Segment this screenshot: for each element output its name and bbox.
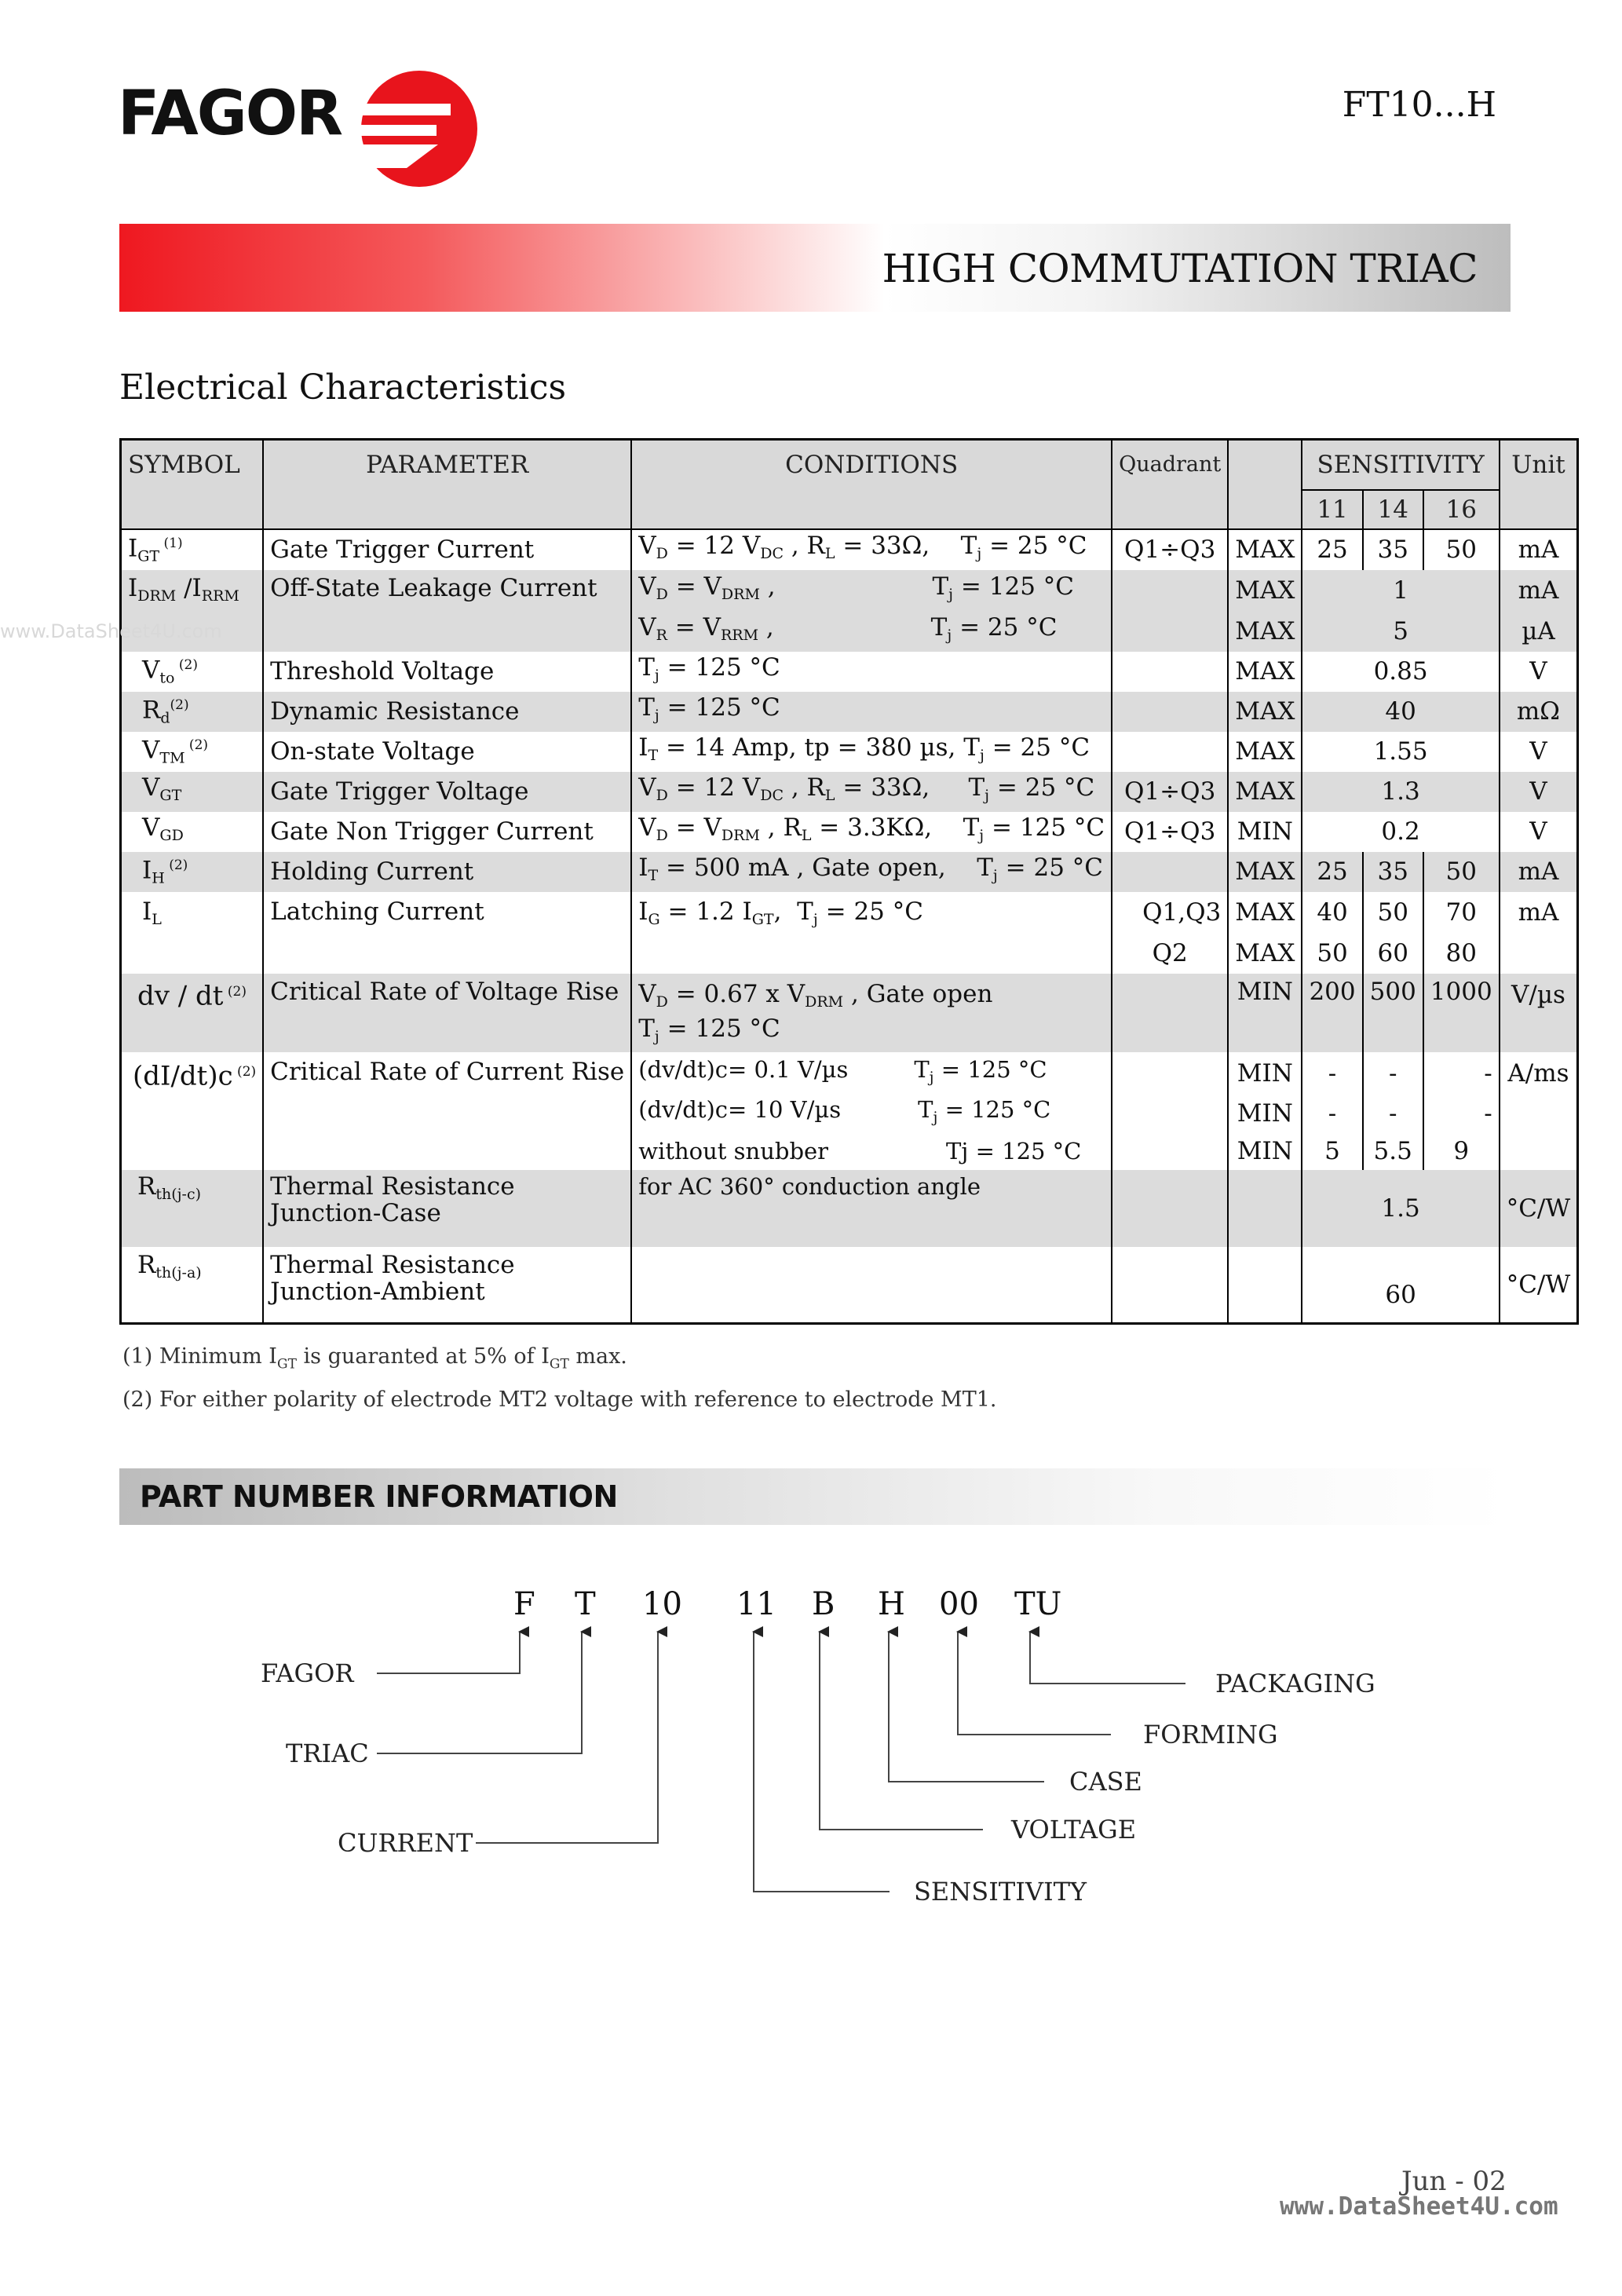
parameter-cell: Latching Current (263, 892, 631, 974)
conditions-cell: $V_R = V_{RRM}$ , $T_j = 25$ °C (631, 611, 1112, 652)
header-sens-14: 14 (1363, 490, 1423, 529)
parameter-cell: Off-State Leakage Current (263, 570, 631, 652)
conditions-cell: $I_T = 500$ mA , Gate open, $T_j = 25$ °C (631, 852, 1112, 892)
parameter-cell: Thermal Resistance Junction-Case (263, 1170, 631, 1247)
header-symbol: SYMBOL (121, 440, 264, 529)
code-f: F (513, 1586, 535, 1622)
footer-date: Jun - 02 (1401, 2166, 1507, 2197)
footer-watermark[interactable]: www.DataSheet4U.com (1280, 2192, 1558, 2221)
quadrant-cell: Q1÷Q3 (1112, 812, 1228, 852)
limit-cell: MIN (1228, 1052, 1302, 1095)
unit-cell: mΩ (1500, 692, 1578, 732)
header-sens-11: 11 (1302, 490, 1362, 529)
value-16: - (1423, 1052, 1500, 1095)
label-voltage: VOLTAGE (1011, 1815, 1137, 1844)
symbol-cell: $I_L$ (121, 892, 264, 974)
conditions-cell: $V_D = V_{DRM}$ , $T_j = 125$ °C (631, 570, 1112, 611)
limit-cell: MAX (1228, 570, 1302, 611)
value-cell: 0.2 (1302, 812, 1499, 852)
unit-cell: mA (1500, 570, 1578, 611)
quadrant-cell: Q1÷Q3 (1112, 529, 1228, 570)
parameter-cell: Gate Trigger Current (263, 529, 631, 570)
header-unit: Unit (1500, 440, 1578, 529)
limit-cell: MAX (1228, 611, 1302, 652)
value-cell: 0.85 (1302, 652, 1499, 692)
limit-cell: MAX (1228, 933, 1302, 974)
value-16: 50 (1423, 529, 1500, 570)
code-voltage: B (812, 1586, 835, 1622)
unit-cell: V (1500, 732, 1578, 772)
value-14: 60 (1363, 933, 1423, 974)
limit-cell: MIN (1228, 1095, 1302, 1132)
value-14: - (1363, 1095, 1423, 1132)
value-cell: 1.55 (1302, 732, 1499, 772)
value-16: 1000 (1423, 974, 1500, 1052)
conditions-cell: without snubber Tj = 125 °C (631, 1132, 1112, 1170)
value-11: - (1302, 1095, 1362, 1132)
leader-current (476, 1632, 658, 1843)
header-parameter: PARAMETER (263, 440, 631, 529)
limit-cell: MIN (1228, 1132, 1302, 1170)
limit-cell: MIN (1228, 812, 1302, 852)
unit-cell: V (1500, 772, 1578, 812)
value-11: 25 (1302, 852, 1362, 892)
value-14: - (1363, 1052, 1423, 1095)
code-t: T (575, 1586, 596, 1622)
label-forming: FORMING (1143, 1720, 1278, 1749)
symbol-cell: $I_H$ $^{(2)}$ (121, 852, 264, 892)
limit-cell: MAX (1228, 732, 1302, 772)
limit-cell: MAX (1228, 772, 1302, 812)
symbol-cell: $I_{GT}$ $^{(1)}$ (121, 529, 264, 570)
header-sens-16: 16 (1423, 490, 1500, 529)
header-quadrant: Quadrant (1112, 440, 1228, 529)
leader-fagor (377, 1632, 520, 1673)
conditions-cell: for AC 360° conduction angle (631, 1170, 1112, 1247)
unit-cell: V/µs (1500, 974, 1578, 1052)
value-14: 35 (1363, 852, 1423, 892)
value-11: 40 (1302, 892, 1362, 933)
limit-cell: MAX (1228, 852, 1302, 892)
value-16: 80 (1423, 933, 1500, 974)
document-code: FT10...H (1342, 85, 1496, 125)
leader-packaging (1030, 1632, 1185, 1684)
label-case: CASE (1069, 1767, 1142, 1797)
value-cell: 1 (1302, 570, 1499, 611)
parameter-cell: Dynamic Resistance (263, 692, 631, 732)
value-14: 50 (1363, 892, 1423, 933)
parameter-cell: Gate Non Trigger Current (263, 812, 631, 852)
code-current: 10 (642, 1586, 682, 1622)
label-packaging: PACKAGING (1215, 1669, 1375, 1698)
symbol-cell: $R_d^{(2)}$ (121, 692, 264, 732)
unit-cell: µA (1500, 611, 1578, 652)
code-forming: 00 (939, 1586, 979, 1622)
conditions-cell: (dv/dt)c= 0.1 V/µs $T_j = 125$ °C (631, 1052, 1112, 1095)
parameter-cell: Gate Trigger Voltage (263, 772, 631, 812)
conditions-cell: $V_D = 12$ $V_{DC}$ , $R_L = 33\Omega$, $T_j = 25$ °C (631, 529, 1112, 570)
note-1: (1) Minimum $I_{GT}$ is guaranted at 5% of $I_{GT}$ max. (122, 1344, 627, 1373)
value-14: 35 (1363, 529, 1423, 570)
parameter-cell: Thermal Resistance Junction-Ambient (263, 1247, 631, 1324)
label-current: CURRENT (338, 1828, 473, 1858)
code-case: H (878, 1586, 905, 1622)
limit-cell: MAX (1228, 692, 1302, 732)
banner-title: HIGH COMMUTATION TRIAC (882, 246, 1478, 291)
symbol-cell: $R_{th(j-a)}$ (121, 1247, 264, 1324)
value-cell: 60 (1302, 1247, 1499, 1324)
value-14: 5.5 (1363, 1132, 1423, 1170)
limit-cell: MAX (1228, 892, 1302, 933)
parameter-cell: Holding Current (263, 852, 631, 892)
header-conditions: CONDITIONS (631, 440, 1112, 529)
value-cell: 40 (1302, 692, 1499, 732)
symbol-cell: $V_{to}$ $^{(2)}$ (121, 652, 264, 692)
brand-logo-text: FAGOR (118, 79, 342, 149)
symbol-cell: $R_{th(j-c)}$ (121, 1170, 264, 1247)
value-cell: 1.3 (1302, 772, 1499, 812)
quadrant-cell: Q1,Q3 (1112, 892, 1228, 933)
leader-triac (377, 1632, 582, 1753)
conditions-cell: $V_D = V_{DRM}$ , $R_L = 3.3K\Omega$, $T_j = 125$ °C (631, 812, 1112, 852)
unit-cell: °C/W (1500, 1170, 1578, 1247)
value-16: - (1423, 1095, 1500, 1132)
code-packaging: TU (1014, 1586, 1062, 1622)
value-16: 9 (1423, 1132, 1500, 1170)
code-sensitivity: 11 (736, 1586, 776, 1622)
note-2: (2) For either polarity of electrode MT2 voltage with reference to electrode MT1. (122, 1387, 997, 1413)
value-11: 25 (1302, 529, 1362, 570)
parameter-cell: Critical Rate of Current Rise (263, 1052, 631, 1170)
leader-sensitivity (754, 1632, 890, 1892)
unit-cell: °C/W (1500, 1247, 1578, 1324)
limit-cell: MIN (1228, 974, 1302, 1052)
label-sensitivity: SENSITIVITY (914, 1877, 1087, 1907)
label-triac: TRIAC (286, 1738, 369, 1768)
unit-cell: V (1500, 812, 1578, 852)
part-number-title: PART NUMBER INFORMATION (140, 1479, 618, 1514)
value-cell: 5 (1302, 611, 1499, 652)
symbol-cell: $V_{GD}$ (121, 812, 264, 852)
quadrant-cell: Q1÷Q3 (1112, 772, 1228, 812)
unit-cell: mA (1500, 852, 1578, 892)
conditions-cell: (dv/dt)c= 10 V/µs $T_j = 125$ °C (631, 1095, 1112, 1132)
quadrant-cell: Q2 (1112, 933, 1228, 974)
value-14: 500 (1363, 974, 1423, 1052)
conditions-cell: $V_D = 12$ $V_{DC}$ , $R_L = 33\Omega$, $T_j = 25$ °C (631, 772, 1112, 812)
value-11: 200 (1302, 974, 1362, 1052)
conditions-cell: $V_D = 0.67$ x $V_{DRM}$ , Gate open $T_j = 125$ °C (631, 974, 1112, 1052)
unit-cell: V (1500, 652, 1578, 692)
value-11: 50 (1302, 933, 1362, 974)
value-cell: 1.5 (1302, 1170, 1499, 1247)
limit-cell: MAX (1228, 652, 1302, 692)
value-11: 5 (1302, 1132, 1362, 1170)
symbol-cell: dv / dt $^{(2)}$ (121, 974, 264, 1052)
conditions-cell: $T_j = 125$ °C (631, 652, 1112, 692)
conditions-cell: $I_G = 1.2$ $I_{GT}$, $T_j = 25$ °C (631, 892, 1112, 974)
parameter-cell: Critical Rate of Voltage Rise (263, 974, 631, 1052)
value-11: - (1302, 1052, 1362, 1095)
unit-cell: mA (1500, 529, 1578, 570)
symbol-cell: (dI/dt)c $^{(2)}$ (121, 1052, 264, 1170)
value-16: 50 (1423, 852, 1500, 892)
side-watermark: www.DataSheet4U.com (0, 620, 222, 642)
parameter-cell: Threshold Voltage (263, 652, 631, 692)
limit-cell: MAX (1228, 529, 1302, 570)
symbol-cell: $I_{DRM}$ $/I_{RRM}$ (121, 570, 264, 652)
label-fagor: FAGOR (261, 1658, 354, 1688)
conditions-cell: $T_j = 125$ °C (631, 692, 1112, 732)
leader-case (889, 1632, 1044, 1782)
parameter-cell: On-state Voltage (263, 732, 631, 772)
section-title: Electrical Characteristics (119, 367, 567, 408)
value-16: 70 (1423, 892, 1500, 933)
header-sensitivity: SENSITIVITY (1302, 440, 1499, 490)
conditions-cell: $I_T = 14$ Amp, tp = 380 µs, $T_j = 25$ °C (631, 732, 1112, 772)
unit-cell: A/ms (1500, 1052, 1578, 1170)
symbol-cell: $V_{GT}$ (121, 772, 264, 812)
unit-cell: mA (1500, 892, 1578, 933)
symbol-cell: $V_{TM}$ $^{(2)}$ (121, 732, 264, 772)
